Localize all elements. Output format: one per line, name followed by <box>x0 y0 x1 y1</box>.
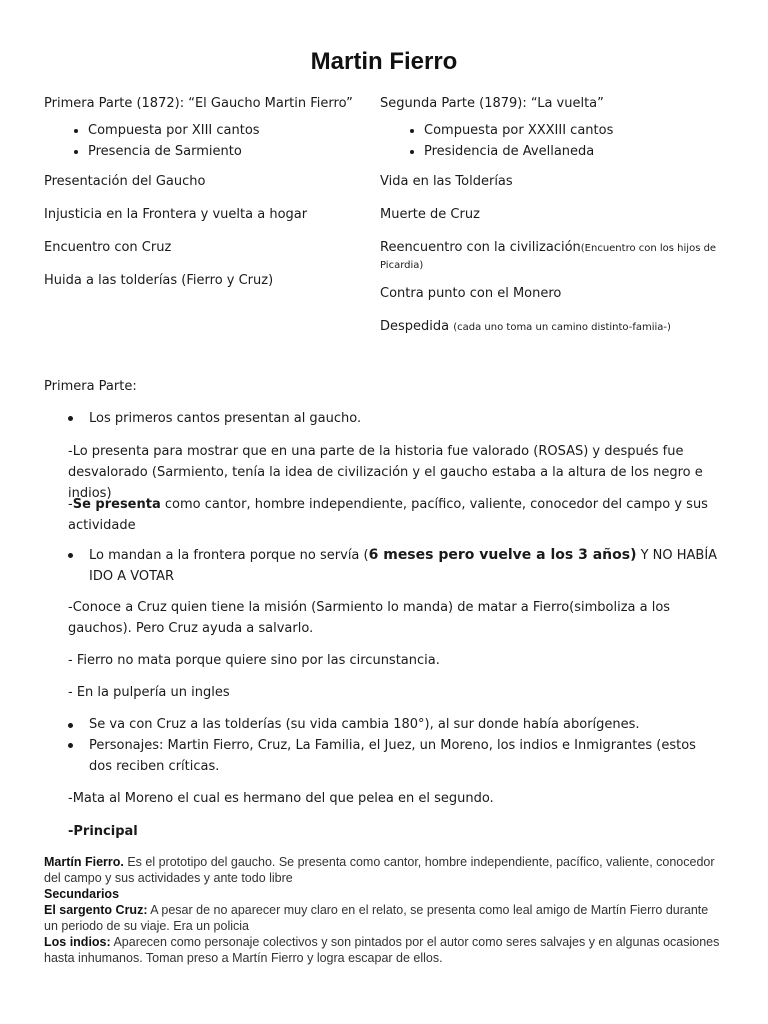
paragraph <box>68 494 728 536</box>
right-item: Muerte de Cruz <box>380 207 480 222</box>
despedida-item <box>380 319 730 336</box>
list-item: • Presidencia de Avellaneda <box>424 141 730 162</box>
paragraph: -Conoce a Cruz quien tiene la misión (Sarmiento lo manda) de matar a Fierro(simboliza a los gauchos). Pero Cruz ayuda a salvarlo. <box>68 600 671 636</box>
despedida-note: (cada uno toma un camino distinto-famiia-) <box>453 322 671 333</box>
section-title: Primera Parte: <box>44 379 137 394</box>
bullet-bold: 6 meses pero vuelve a los 3 años) <box>368 547 637 563</box>
character-name: Martín Fierro. <box>44 855 124 869</box>
characters-section <box>44 854 724 966</box>
character-name: Los indios: <box>44 935 111 949</box>
paragraph-text: como cantor, hombre independiente, pacífico, valiente, conocedor del campo y sus actividade <box>68 497 708 533</box>
list-item: Personajes: Martin Fierro, Cruz, La Familia, el Juez, un Moreno, los indios e Inmigrantes (estos dos reciben críticas. <box>89 735 709 777</box>
character-indios <box>44 934 724 966</box>
character-name: El sargento Cruz: <box>44 903 148 917</box>
paragraph: -Lo presenta para mostrar que en una parte de la historia fue valorado (ROSAS) y después fue desvalorado (Sarmiento, tenía la idea de civilización y el gaucho estaba a la altura de los negro e indios) <box>68 444 703 501</box>
character-cruz <box>44 902 724 934</box>
character-desc: Aparecen como personaje colectivos y son pintados por el autor como seres salvajes y en algunas ocasiones hasta inhumanos. Toman preso a Martín Fierro y logra escapar de ellos. <box>44 935 720 965</box>
list-item: • Compuesta por XXXIII cantos <box>424 120 730 141</box>
reencuentro-main: Reencuentro con la civilización <box>380 240 581 255</box>
bullet-text: Lo mandan a la frontera porque no servía ( <box>89 548 369 563</box>
character-fierro <box>44 854 724 886</box>
paragraph: -Mata al Moreno el cual es hermano del que pelea en el segundo. <box>68 791 494 806</box>
paragraph-bold: Se presenta <box>72 497 161 512</box>
page-title: Martin Fierro <box>310 48 458 75</box>
list-item: • Compuesta por XIII cantos <box>88 120 364 141</box>
left-item: Presentación del Gaucho <box>44 174 206 189</box>
left-heading: Primera Parte (1872): “El Gaucho Martin Fierro” <box>44 96 353 111</box>
secundarios-text: Secundarios <box>44 887 120 901</box>
right-column <box>380 96 730 336</box>
list-item: Los primeros cantos presentan al gaucho. <box>89 408 729 429</box>
secundarios-label <box>44 886 724 902</box>
reencuentro-note: (Encuentro con los hijos de Picardia) <box>380 243 717 271</box>
right-bullet-list <box>380 120 730 162</box>
paragraph: - En la pulpería un ingles <box>68 685 230 700</box>
paragraph-prefix: - <box>68 497 73 512</box>
left-item: Encuentro con Cruz <box>44 240 172 255</box>
character-desc: A pesar de no aparecer muy claro en el relato, se presenta como leal amigo de Martín Fierro durante un periodo de su viaje. Era un policia <box>44 903 709 933</box>
right-item: Contra punto con el Monero <box>380 286 562 301</box>
despedida-main: Despedida <box>380 319 454 334</box>
list-item: Se va con Cruz a las tolderías (su vida cambia 180°), al sur donde había aborígenes. <box>89 715 729 735</box>
left-item: Injusticia en la Frontera y vuelta a hogar <box>44 207 308 222</box>
left-column <box>44 96 364 306</box>
principal-label: -Principal <box>68 824 138 839</box>
list-item: • Presencia de Sarmiento <box>88 141 364 162</box>
paragraph: - Fierro no mata porque quiere sino por las circunstancia. <box>68 653 440 668</box>
right-item: Vida en las Tolderías <box>380 174 513 189</box>
character-desc: Es el prototipo del gaucho. Se presenta como cantor, hombre independiente, pacífico, valiente, conocedor del campo y sus actividades y ante todo libre <box>44 855 715 885</box>
reencuentro-item <box>380 240 730 286</box>
left-bullet-list <box>44 120 364 162</box>
right-heading: Segunda Parte (1879): “La vuelta” <box>380 96 604 111</box>
bullet-text: Y NO HABÍA IDO A VOTAR <box>89 548 718 584</box>
left-item: Huida a las tolderías (Fierro y Cruz) <box>44 273 274 288</box>
list-item <box>89 545 719 587</box>
